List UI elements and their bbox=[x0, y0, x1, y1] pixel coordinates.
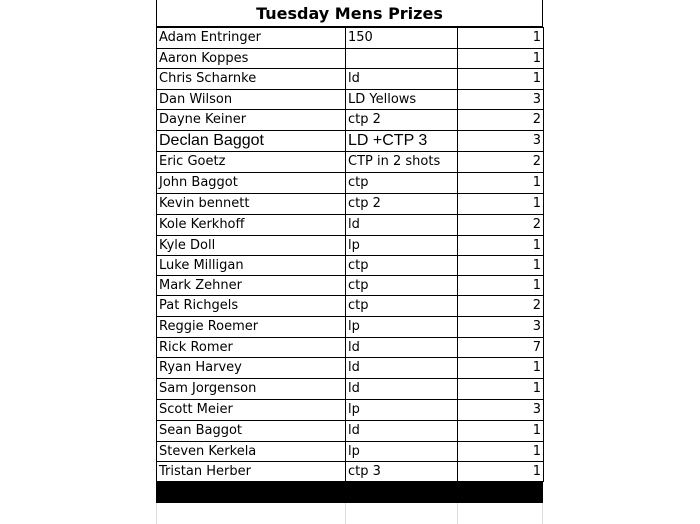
player-name: Mark Zehner bbox=[157, 276, 346, 296]
sheet-title: Tuesday Mens Prizes bbox=[156, 0, 543, 27]
count-cell: 1 bbox=[458, 236, 544, 256]
count-cell: 1 bbox=[458, 49, 544, 69]
player-name: Declan Baggot bbox=[157, 131, 346, 152]
player-name: Rick Romer bbox=[157, 338, 346, 358]
table-row bbox=[157, 90, 544, 110]
count-cell: 1 bbox=[458, 421, 544, 442]
player-name: Chris Scharnke bbox=[157, 69, 346, 90]
player-name: Sean Baggot bbox=[157, 421, 346, 442]
table-row bbox=[157, 338, 544, 358]
prize-cell: LD +CTP 3 bbox=[346, 131, 458, 152]
table-row bbox=[157, 69, 544, 90]
table-row bbox=[157, 379, 544, 400]
prize-cell: CTP in 2 shots bbox=[346, 152, 458, 173]
count-cell: 3 bbox=[458, 317, 544, 338]
player-name: Sam Jorgenson bbox=[157, 379, 346, 400]
count-cell: 3 bbox=[458, 90, 544, 110]
player-name: Luke Milligan bbox=[157, 256, 346, 276]
player-name: Dan Wilson bbox=[157, 90, 346, 110]
table-row bbox=[157, 317, 544, 338]
table-row bbox=[157, 236, 544, 256]
prize-cell: ctp bbox=[346, 276, 458, 296]
table-row bbox=[157, 194, 544, 215]
table-row bbox=[157, 276, 544, 296]
prize-cell: 150 bbox=[346, 28, 458, 49]
player-name: Adam Entringer bbox=[157, 28, 346, 49]
table-row bbox=[157, 173, 544, 194]
table-row bbox=[157, 256, 544, 276]
count-cell: 1 bbox=[458, 379, 544, 400]
table-row bbox=[157, 358, 544, 379]
player-name: Ryan Harvey bbox=[157, 358, 346, 379]
prize-cell: lp bbox=[346, 442, 458, 462]
table-row bbox=[157, 442, 544, 462]
prize-table bbox=[156, 27, 544, 482]
prize-cell: ld bbox=[346, 215, 458, 236]
table-row bbox=[157, 400, 544, 421]
count-cell: 1 bbox=[458, 358, 544, 379]
count-cell: 2 bbox=[458, 152, 544, 173]
count-cell: 7 bbox=[458, 338, 544, 358]
prize-cell: ld bbox=[346, 69, 458, 90]
empty-row bbox=[156, 503, 543, 524]
table-row bbox=[157, 462, 544, 482]
count-cell: 1 bbox=[458, 256, 544, 276]
count-cell: 1 bbox=[458, 442, 544, 462]
count-cell: 3 bbox=[458, 400, 544, 421]
player-name: Aaron Koppes bbox=[157, 49, 346, 69]
player-name: Pat Richgels bbox=[157, 296, 346, 317]
count-cell: 2 bbox=[458, 110, 544, 131]
prize-cell: lp bbox=[346, 400, 458, 421]
count-cell: 1 bbox=[458, 69, 544, 90]
prize-cell: ctp bbox=[346, 173, 458, 194]
prize-cell: ld bbox=[346, 421, 458, 442]
count-cell: 1 bbox=[458, 194, 544, 215]
table-row bbox=[157, 215, 544, 236]
prize-cell: ld bbox=[346, 358, 458, 379]
prize-cell: ctp 3 bbox=[346, 462, 458, 482]
prize-cell: ctp 2 bbox=[346, 194, 458, 215]
count-cell: 2 bbox=[458, 296, 544, 317]
table-row bbox=[157, 152, 544, 173]
prize-cell: lp bbox=[346, 236, 458, 256]
count-cell: 3 bbox=[458, 131, 544, 152]
table-row bbox=[157, 28, 544, 49]
player-name: Kevin bennett bbox=[157, 194, 346, 215]
player-name: Scott Meier bbox=[157, 400, 346, 421]
prize-cell: ctp bbox=[346, 296, 458, 317]
prize-cell: ctp 2 bbox=[346, 110, 458, 131]
prize-sheet bbox=[156, 0, 543, 524]
table-row bbox=[157, 421, 544, 442]
player-name: John Baggot bbox=[157, 173, 346, 194]
table-row bbox=[157, 131, 544, 152]
black-bar bbox=[156, 481, 543, 503]
table-row bbox=[157, 296, 544, 317]
count-cell: 1 bbox=[458, 462, 544, 482]
table-row bbox=[157, 110, 544, 131]
player-name: Eric Goetz bbox=[157, 152, 346, 173]
count-cell: 1 bbox=[458, 173, 544, 194]
prize-cell bbox=[346, 49, 458, 69]
player-name: Kyle Doll bbox=[157, 236, 346, 256]
player-name: Reggie Roemer bbox=[157, 317, 346, 338]
prize-cell: lp bbox=[346, 317, 458, 338]
prize-cell: ld bbox=[346, 379, 458, 400]
player-name: Kole Kerkhoff bbox=[157, 215, 346, 236]
table-row bbox=[157, 49, 544, 69]
prize-cell: ld bbox=[346, 338, 458, 358]
player-name: Dayne Keiner bbox=[157, 110, 346, 131]
count-cell: 1 bbox=[458, 276, 544, 296]
player-name: Steven Kerkela bbox=[157, 442, 346, 462]
prize-cell: LD Yellows bbox=[346, 90, 458, 110]
count-cell: 1 bbox=[458, 28, 544, 49]
player-name: Tristan Herber bbox=[157, 462, 346, 482]
count-cell: 2 bbox=[458, 215, 544, 236]
prize-cell: ctp bbox=[346, 256, 458, 276]
